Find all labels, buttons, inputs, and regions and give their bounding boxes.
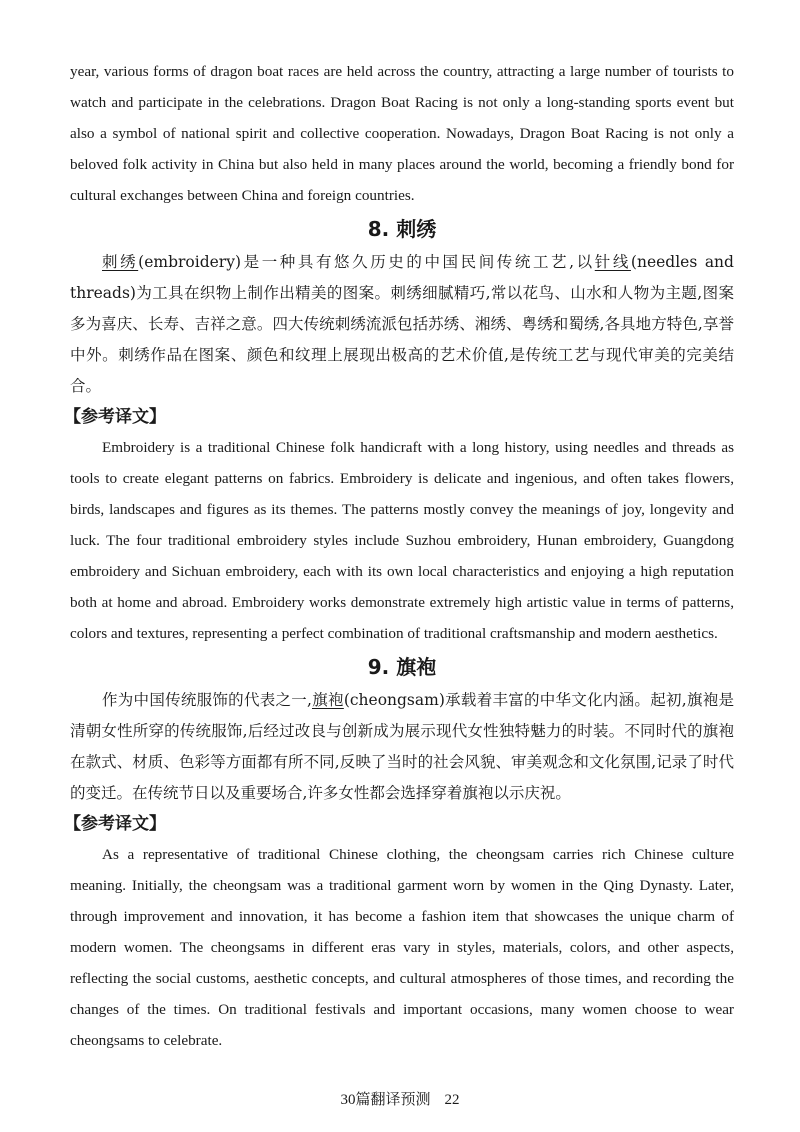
term-needles-threads: 针线 [594, 253, 631, 271]
footer-title: 30篇翻译预测 [340, 1092, 431, 1108]
section-8-heading: 8. 刺绣 [367, 217, 437, 241]
section-8-chinese-paragraph [70, 247, 734, 402]
section-8-reference-label: 【参考译文】 [64, 407, 166, 427]
page-footer [0, 1088, 800, 1109]
section-9-english-translation: As a representative of traditional Chinese clothing, the cheongsam carries rich Chinese culture meaning. Initially, the cheongsam was a traditional garment worn by women in the Qing Dynasty. Later, through improvement and innovation, it has become a fashion item that showcases the unique charm of modern women. The cheongsams in different eras vary in styles, materials, colors, and other aspects, reflecting the social customs, aesthetic concepts, and cultural atmospheres of those times, and recording the changes of the times. On traditional festivals and important occasions, many women choose to wear cheongsams to celebrate. [70, 846, 734, 1049]
zh-text-part: (needles and threads)为工具在织物上制作出精美的图案。刺绣细腻精巧,常以花鸟、山水和人物为主题,图案多为喜庆、长寿、吉祥之意。四大传统刺绣流派包括苏绣、湘绣、粤绣和蜀绣,各具地方特色,享誉中外。刺绣作品在图案、颜色和纹理上展现出极高的艺术价值,是传统工艺与现代审美的完美结合。 [70, 253, 734, 395]
zh-text-part: (cheongsam)承载着丰富的中华文化内涵。起初,旗袍是清朝女性所穿的传统服饰,后经过改良与创新成为展示现代女性独特魅力的时装。不同时代的旗袍在款式、材质、色彩等方面都有所不同,反映了当时的社会风貌、审美观念和文化氛围,记录了时代的变迁。在传统节日以及重要场合,许多女性都会选择穿着旗袍以示庆祝。 [70, 691, 734, 802]
section-8-english-translation: Embroidery is a traditional Chinese folk handicraft with a long history, using needles and threads as tools to create elegant patterns on fabrics. Embroidery is delicate and ingenious, and often takes flowers, birds, landscapes and figures as its themes. The patterns mostly convey the meanings of joy, longevity and luck. The four traditional embroidery styles include Suzhou embroidery, Hunan embroidery, Guangdong embroidery and Sichuan embroidery, each with its own local characteristics and enjoying a high reputation both at home and abroad. Embroidery works demonstrate extremely high artistic value in terms of patterns, colors and textures, representing a perfect combination of traditional craftsmanship and modern aesthetics. [70, 439, 734, 642]
section-9-reference-label: 【参考译文】 [64, 814, 166, 834]
zh-text-part: 作为中国传统服饰的代表之一, [102, 691, 312, 709]
zh-text-part: (embroidery)是一种具有悠久历史的中国民间传统工艺,以 [138, 253, 595, 271]
term-cheongsam: 旗袍 [311, 691, 344, 709]
page-number: 22 [444, 1092, 460, 1108]
intro-paragraph: year, various forms of dragon boat races are held across the country, attracting a large number of tourists to watch and participate in the celebrations. Dragon Boat Racing is not only a long-standing sports event but also a symbol of national spirit and collective cooperation. Nowadays, Dragon Boat Racing is not only a beloved folk activity in China but also held in many places around the world, becoming a friendly bond for cultural exchanges between China and foreign countries. [70, 63, 734, 204]
page-content [64, 56, 734, 1056]
section-9-heading: 9. 旗袍 [367, 655, 437, 679]
term-embroidery: 刺绣 [102, 253, 139, 271]
section-9-chinese-paragraph [70, 685, 734, 809]
